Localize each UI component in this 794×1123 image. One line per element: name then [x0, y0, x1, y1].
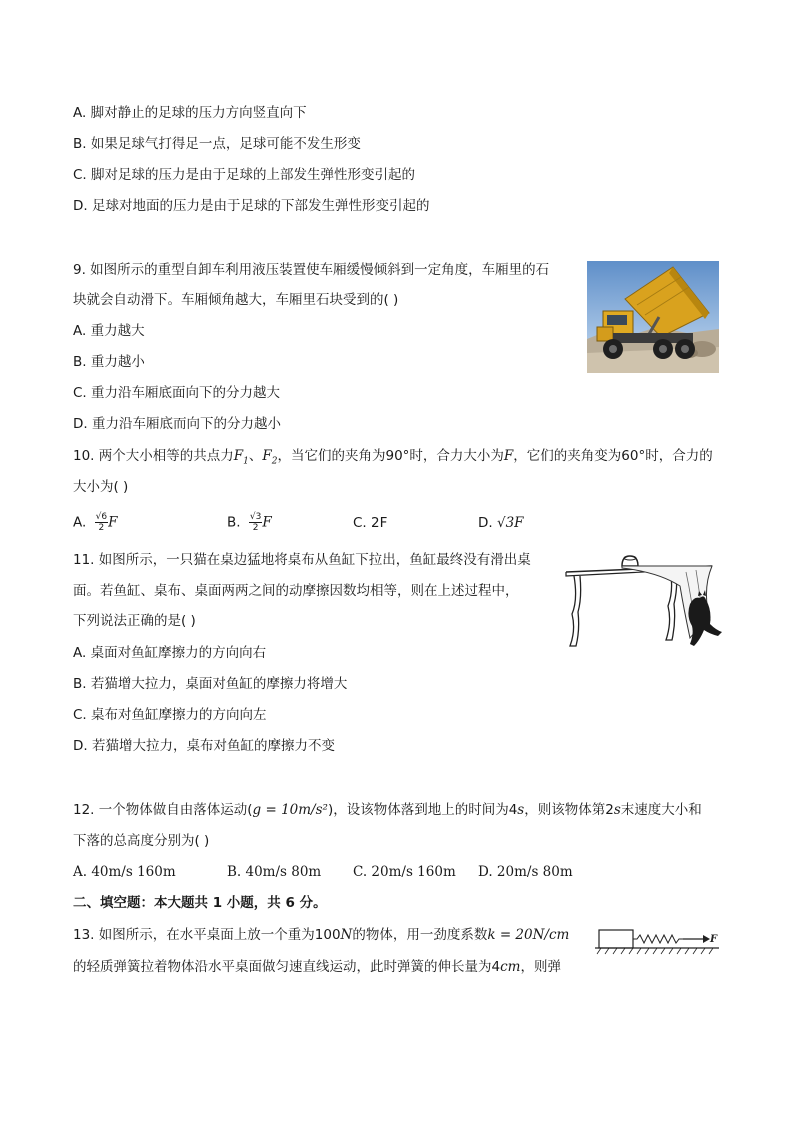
q10-stem-text-a: 10. 两个大小相等的共点力 — [73, 448, 234, 464]
q12-g-expression: g = 10m/s² — [252, 802, 328, 818]
q12-option-d: D. 20m/s 80m — [478, 864, 573, 880]
q8-option-d: D. 足球对地面的压力是由于足球的下部发生弹性形变引起的 — [73, 198, 430, 214]
q10-option-d-value: √3F — [496, 515, 524, 531]
q10-option-a-var: F — [108, 514, 118, 531]
q10-f1-letter: F — [233, 448, 244, 464]
q10-option-b-numerator: √3 — [249, 512, 262, 522]
q10-option-b-fraction — [249, 512, 262, 533]
block-spring-figure — [595, 924, 725, 958]
q10-option-b-label: B. — [227, 514, 241, 531]
q9-option-d: D. 重力沿车厢底而向下的分力越小 — [73, 416, 281, 432]
q9-option-b: B. 重力越小 — [73, 354, 145, 370]
q10-f1 — [233, 448, 249, 467]
q13-stem-text-a: 13. 如图所示，在水平桌面上放一个重为100 — [73, 927, 341, 943]
q9-stem-line1: 9. 如图所示的重型自卸车利用液压装置使车厢缓慢倾斜到一定角度，车厢里的石 — [73, 262, 550, 278]
force-label: F — [710, 934, 718, 945]
q12-stem-line1 — [73, 801, 702, 819]
q10-option-d-label: D. — [478, 515, 493, 531]
q12-s-unit-2: s — [613, 802, 621, 818]
q10-stem-line2: 大小为( ) — [73, 479, 129, 495]
q12-option-c: C. 20m/s 160m — [353, 864, 456, 880]
q10-option-a-numerator: √6 — [95, 512, 108, 522]
q8-option-c: C. 脚对足球的压力是由于足球的上部发生弹性形变引起的 — [73, 167, 416, 183]
q8-option-b: B. 如果足球气打得足一点，足球可能不发生形变 — [73, 136, 361, 152]
q10-stem-line1 — [73, 447, 713, 471]
q13-k-expression: k = 20N/cm — [487, 927, 570, 943]
section-heading-fill-in: 二、填空题：本大题共 1 小题，共 6 分。 — [73, 895, 327, 911]
arrow-icon — [703, 935, 710, 943]
q9-stem-line2: 块就会自动滑下。车厢倾角越大，车厢里石块受到的( ) — [73, 292, 399, 308]
q13-stem-text-c: 的轻质弹簧拉着物体沿水平桌面做匀速直线运动，此时弹簧的伸长量为4 — [73, 959, 501, 975]
q10-sep: 、 — [248, 448, 263, 464]
q8-option-a: A. 脚对静止的足球的压力方向竖直向下 — [73, 105, 307, 121]
q13-n-unit: N — [340, 927, 353, 943]
q10-option-b-denominator: 2 — [252, 523, 259, 533]
q10-option-b-var: F — [262, 514, 272, 531]
q12-option-b: B. 40m/s 80m — [227, 864, 322, 880]
q11-option-d: D. 若猫增大拉力，桌布对鱼缸的摩擦力不变 — [73, 738, 335, 754]
q10-stem-text-b: ，当它们的夹角为90°时，合力大小为 — [277, 448, 504, 464]
q11-stem-line3: 下列说法正确的是( ) — [73, 613, 196, 629]
cat-tablecloth-figure — [562, 550, 724, 654]
q10-f2-sub: 2 — [271, 456, 278, 467]
block-shape — [599, 930, 633, 948]
q10-option-a-label: A. — [73, 514, 87, 531]
q12-option-a: A. 40m/s 160m — [73, 864, 176, 880]
q12-stem-line2: 下落的总高度分别为( ) — [73, 833, 210, 849]
q10-option-a-denominator: 2 — [98, 523, 105, 533]
q13-stem-line2 — [73, 958, 561, 976]
q10-f2-letter: F — [262, 448, 272, 464]
q12-stem-text-c: ，则该物体第2 — [524, 802, 614, 818]
q12-stem-text-a: 12. 一个物体做自由落体运动( — [73, 802, 253, 818]
q10-f2 — [262, 448, 278, 467]
q10-option-c: C. 2F — [353, 515, 388, 531]
q12-stem-text-d: 末速度大小和 — [620, 802, 702, 818]
q11-option-a: A. 桌面对鱼缸摩擦力的方向向右 — [73, 645, 267, 661]
q10-option-b — [227, 512, 272, 533]
q13-cm-unit: cm — [500, 959, 521, 975]
q10-f1-sub: 1 — [243, 456, 249, 467]
q12-s-unit-1: s — [517, 802, 525, 818]
q13-stem-line1 — [73, 926, 569, 944]
q9-option-a: A. 重力越大 — [73, 323, 145, 339]
q10-stem-text-c: ，它们的夹角变为60°时，合力的 — [513, 448, 713, 464]
q9-option-c: C. 重力沿车厢底面向下的分力越大 — [73, 385, 281, 401]
q12-stem-text-b: )，设该物体落到地上的时间为4 — [327, 802, 518, 818]
q10-option-d — [478, 514, 524, 532]
q10-f: F — [503, 448, 514, 464]
spring-shape — [633, 935, 683, 943]
q11-option-b: B. 若猫增大拉力，桌面对鱼缸的摩擦力将增大 — [73, 676, 348, 692]
q10-option-a — [73, 512, 117, 533]
dump-truck-image — [587, 261, 719, 373]
q11-stem-line2: 面。若鱼缸、桌布、桌面两两之间的动摩擦因数均相等，则在上述过程中， — [73, 583, 519, 599]
q13-stem-text-d: ，则弹 — [520, 959, 561, 975]
q10-option-a-fraction — [95, 512, 108, 533]
q11-stem-line1: 11. 如图所示，一只猫在桌边猛地将桌布从鱼缸下拉出，鱼缸最终没有滑出桌 — [73, 552, 531, 568]
q11-option-c: C. 桌布对鱼缸摩擦力的方向向左 — [73, 707, 267, 723]
q13-stem-text-b: 的物体，用一劲度系数 — [352, 927, 488, 943]
